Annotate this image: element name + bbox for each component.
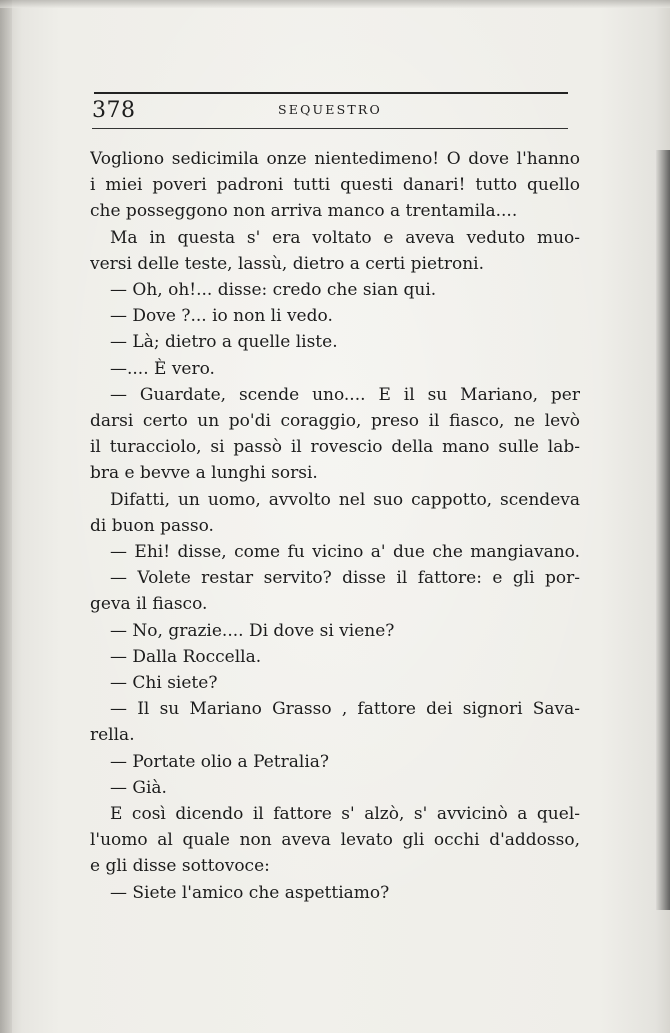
header-rule-top — [94, 92, 568, 94]
text-line: — Là; dietro a quelle liste. — [110, 332, 338, 353]
text-line: E così dicendo il fattore s' alzò, s' avvicinò a quel- — [110, 804, 580, 825]
text-line: — Dove ?... io non li vedo. — [110, 306, 333, 327]
running-title: SEQUESTRO — [278, 102, 382, 117]
text-line: — Oh, oh!... disse: credo che sian qui. — [110, 280, 437, 301]
text-line: Ma in questa s' era voltato e aveva veduto muo- — [110, 227, 580, 248]
text-line: darsi certo un po'di coraggio, preso il fiasco, ne levò — [90, 411, 580, 432]
text-line: — Portate olio a Petralia? — [110, 751, 330, 772]
text-line: — Il su Mariano Grasso , fattore dei signori Sava- — [110, 699, 580, 720]
text-line: e gli disse sottovoce: — [90, 856, 270, 877]
page-left-edge-shadow — [0, 0, 12, 1033]
text-line: versi delle teste, lassù, dietro a certi pietroni. — [90, 253, 484, 274]
text-line: i miei poveri padroni tutti questi danari! tutto quello — [90, 175, 580, 196]
running-header — [92, 88, 568, 130]
text-line: che posseggono non arriva manco a trentamila.... — [90, 201, 518, 222]
text-line: — Chi siete? — [110, 673, 218, 694]
page-number: 378 — [92, 98, 136, 123]
text-line: — Siete l'amico che aspettiamo? — [110, 882, 390, 903]
text-line: — Già. — [110, 777, 167, 798]
text-line: geva il fiasco. — [90, 594, 208, 615]
text-line: —.... È vero. — [110, 358, 215, 379]
page-right-edge-shadow — [656, 150, 670, 910]
text-line: — Volete restar servito? disse il fattore: e gli por- — [110, 568, 580, 589]
header-rule-bottom — [92, 128, 568, 129]
text-line: Vogliono sedicimila onze nientedimeno! O dove l'hanno — [90, 149, 580, 169]
text-line: — Guardate, scende uno.... E il su Mariano, per — [110, 384, 580, 405]
text-line: — Ehi! disse, come fu vicino a' due che mangiavano. — [110, 542, 580, 563]
text-line: bra e bevve a lunghi sorsi. — [90, 463, 318, 484]
text-line: — No, grazie.... Di dove si viene? — [110, 620, 395, 641]
text-line: — Dalla Roccella. — [110, 646, 262, 667]
text-line: il turacciolo, si passò il rovescio della mano sulle lab- — [90, 437, 580, 458]
text-line: di buon passo. — [90, 515, 214, 536]
page-top-edge-shadow — [0, 0, 670, 8]
text-line: Difatti, un uomo, avvolto nel suo cappotto, scendeva — [110, 489, 580, 510]
text-line: l'uomo al quale non aveva levato gli occhi d'addosso, — [90, 830, 580, 851]
text-line: rella. — [90, 725, 135, 746]
body-text — [90, 146, 580, 906]
